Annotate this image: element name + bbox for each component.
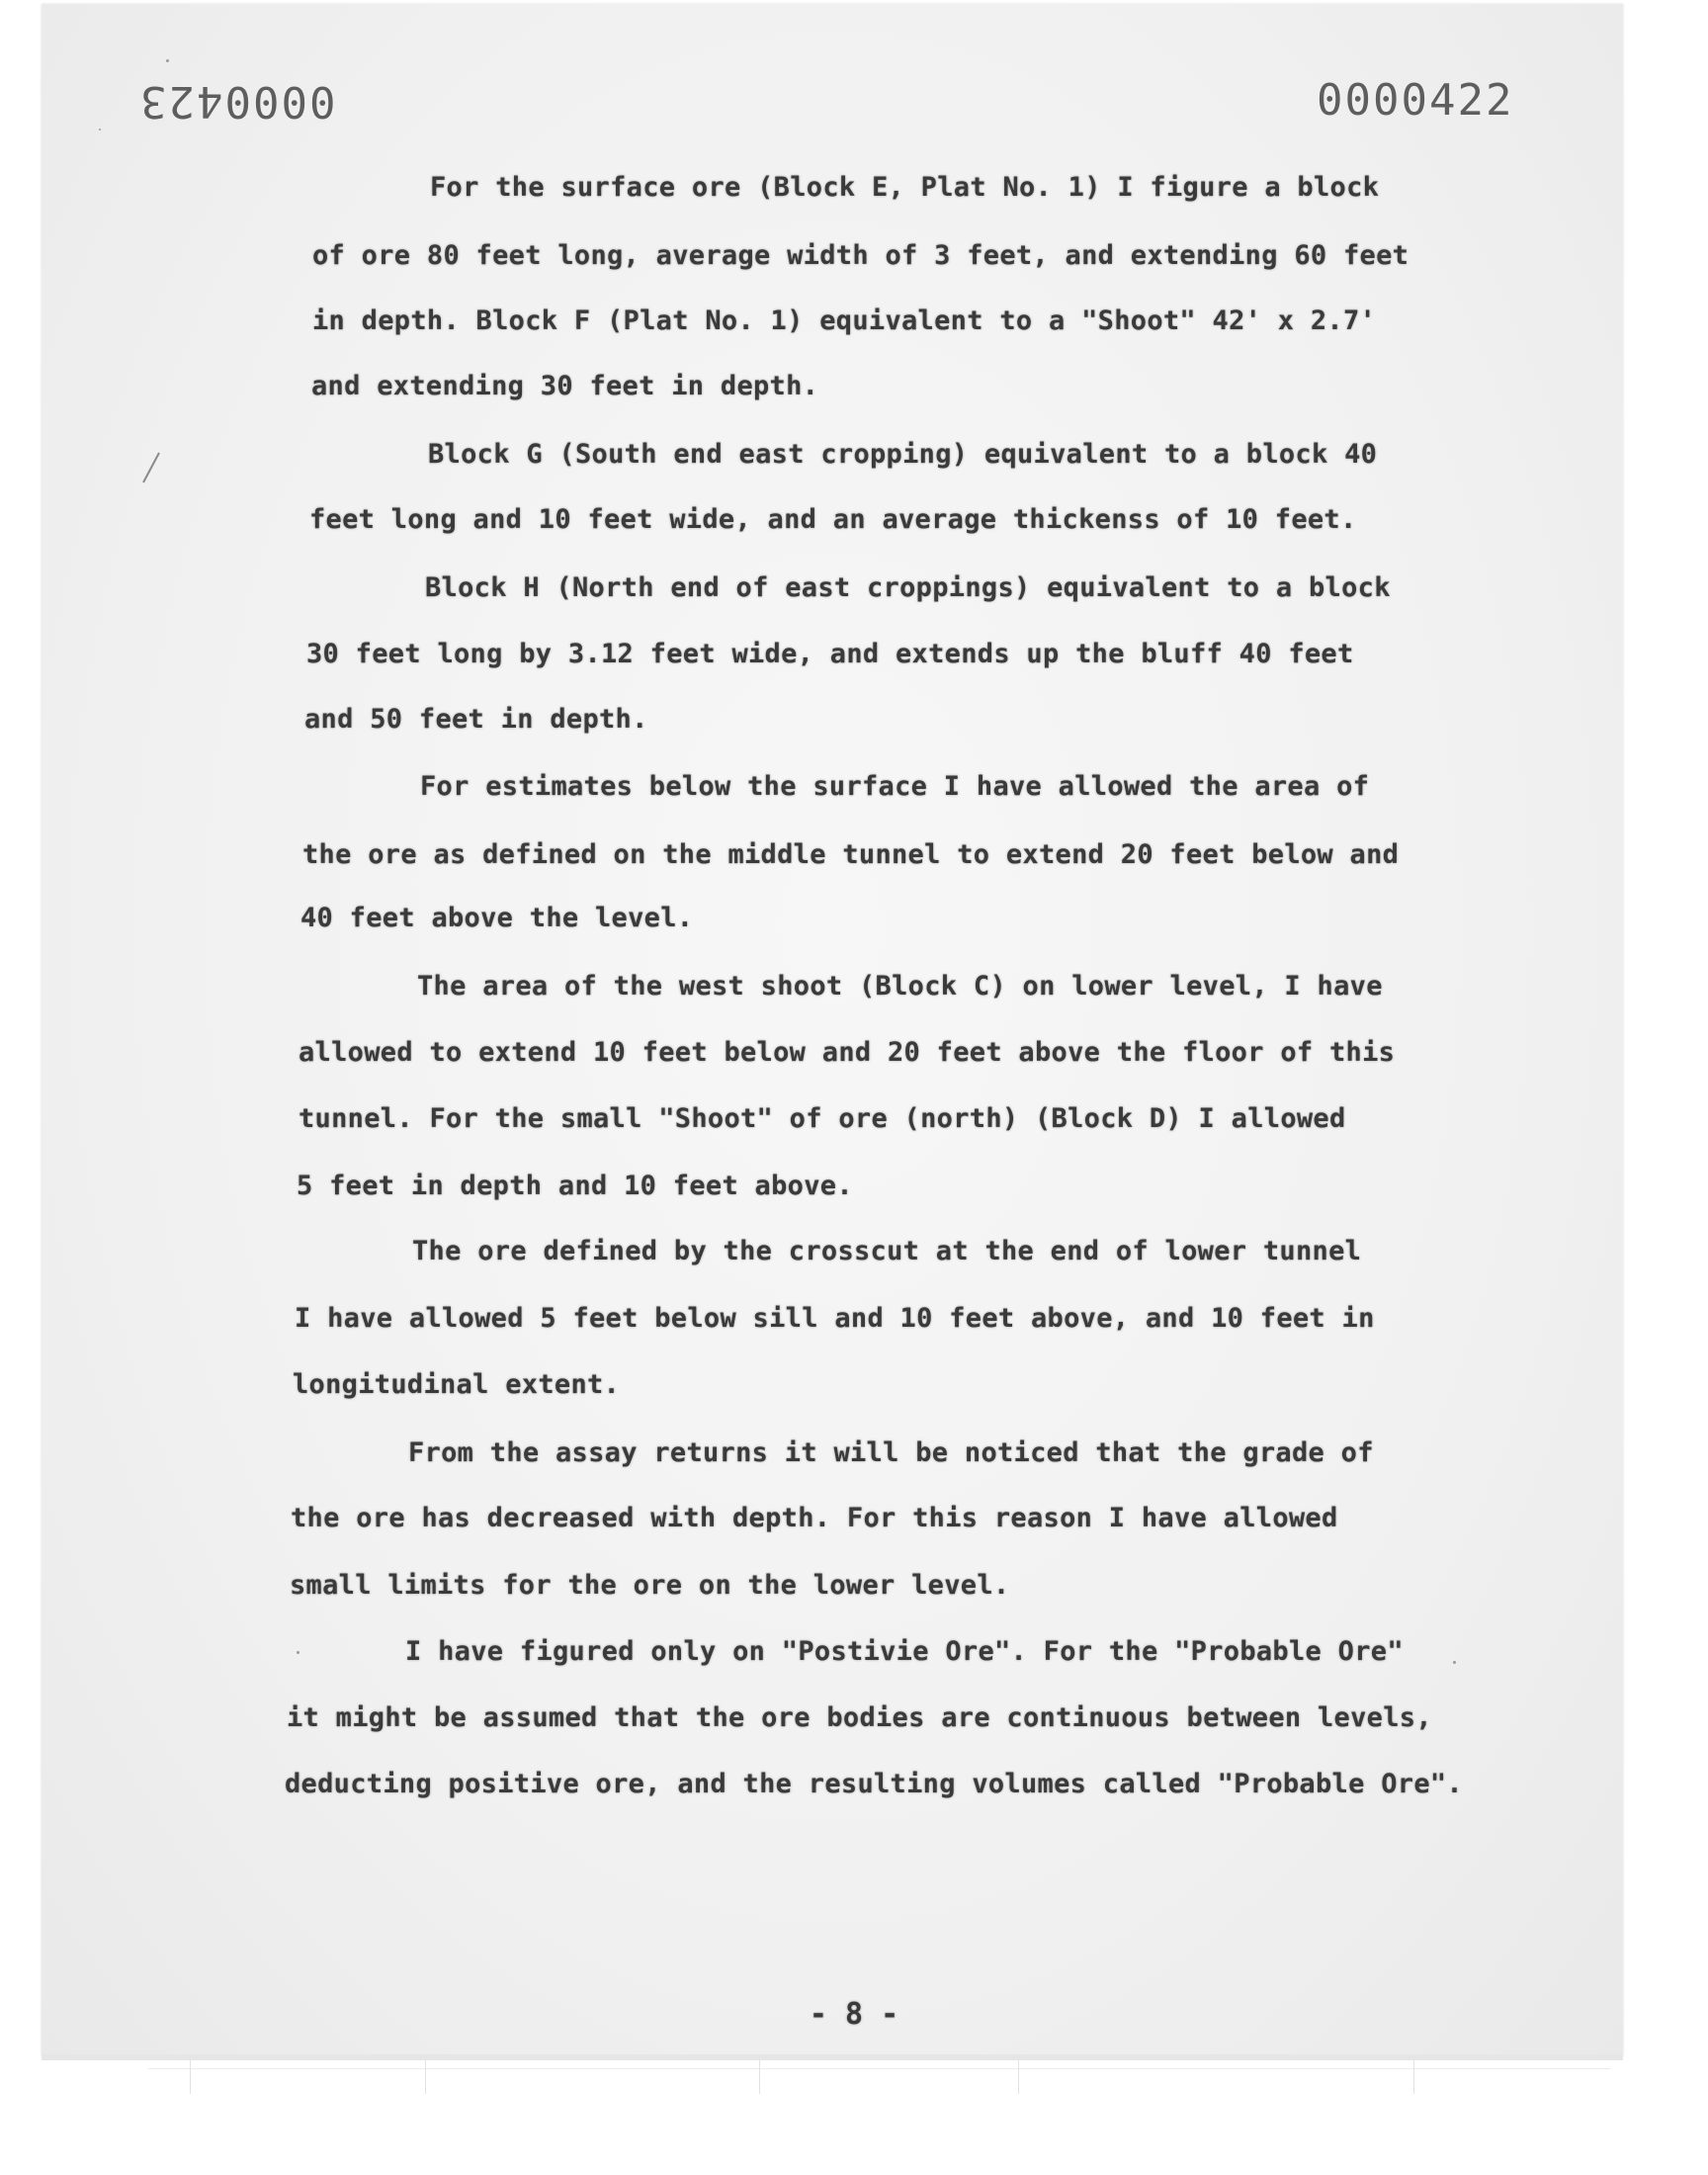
underlying-tick xyxy=(759,2060,760,2094)
paragraph-line: The area of the west shoot (Block C) on lower level, I have xyxy=(417,971,1383,1001)
paragraph-line: the ore has decreased with depth. For this reason I have allowed xyxy=(291,1503,1338,1533)
paragraph-line: it might be assumed that the ore bodies are continuous between levels, xyxy=(287,1702,1432,1733)
paragraph-line: and extending 30 feet in depth. xyxy=(311,371,819,401)
paragraph-line: in depth. Block F (Plat No. 1) equivalent to a "Shoot" 42' x 2.7' xyxy=(312,305,1377,336)
dust-speck xyxy=(1453,1661,1456,1664)
paragraph-line: tunnel. For the small "Shoot" of ore (north) (Block D) I allowed xyxy=(299,1103,1346,1134)
document-stamp-upside-down: 0000423 xyxy=(138,76,336,127)
document-stamp: 0000422 xyxy=(1317,75,1514,126)
dust-speck xyxy=(297,1651,299,1654)
underlying-tick xyxy=(190,2060,191,2094)
paragraph-line: From the assay returns it will be noticed that the grade of xyxy=(408,1437,1374,1468)
underlying-tick xyxy=(1413,2060,1414,2094)
paragraph-line: deducting positive ore, and the resulting volumes called "Probable Ore". xyxy=(285,1769,1463,1799)
paragraph-line: The ore defined by the crosscut at the end of lower tunnel xyxy=(412,1236,1362,1266)
paragraph-line: Block H (North end of east croppings) equivalent to a block xyxy=(425,572,1391,603)
dust-speck xyxy=(166,59,169,62)
paragraph-line: For estimates below the surface I have allowed the area of xyxy=(420,771,1370,802)
paragraph-line: Block G (South end east cropping) equivalent to a block 40 xyxy=(428,439,1378,470)
paragraph-line: For the surface ore (Block E, Plat No. 1) I figure a block xyxy=(430,172,1380,203)
underlying-rule xyxy=(148,2068,1611,2069)
paragraph-line: longitudinal extent. xyxy=(293,1369,621,1400)
paragraph-line: I have allowed 5 feet below sill and 10 feet above, and 10 feet in xyxy=(295,1303,1375,1334)
paragraph-line: feet long and 10 feet wide, and an average thickenss of 10 feet. xyxy=(309,504,1357,535)
paragraph-line: of ore 80 feet long, average width of 3 feet, and extending 60 feet xyxy=(312,240,1409,271)
underlying-tick xyxy=(425,2060,426,2094)
paragraph-line: allowed to extend 10 feet below and 20 feet above the floor of this xyxy=(299,1037,1396,1068)
paragraph-line: and 50 feet in depth. xyxy=(304,704,648,735)
paragraph-line: 5 feet in depth and 10 feet above. xyxy=(297,1171,853,1201)
paragraph-line: 30 feet long by 3.12 feet wide, and extends up the bluff 40 feet xyxy=(306,639,1354,669)
paragraph-line: small limits for the ore on the lower level. xyxy=(290,1570,1010,1601)
dust-speck xyxy=(99,129,101,130)
paper-bottom-edge xyxy=(42,2054,1623,2060)
paragraph-line: the ore as defined on the middle tunnel to extend 20 feet below and xyxy=(302,839,1400,870)
underlying-tick xyxy=(1018,2060,1019,2094)
paragraph-line: I have figured only on "Postivie Ore". For the "Probable Ore" xyxy=(405,1636,1404,1667)
page-number: - 8 - xyxy=(809,1997,899,2032)
paragraph-line: 40 feet above the level. xyxy=(300,903,694,933)
